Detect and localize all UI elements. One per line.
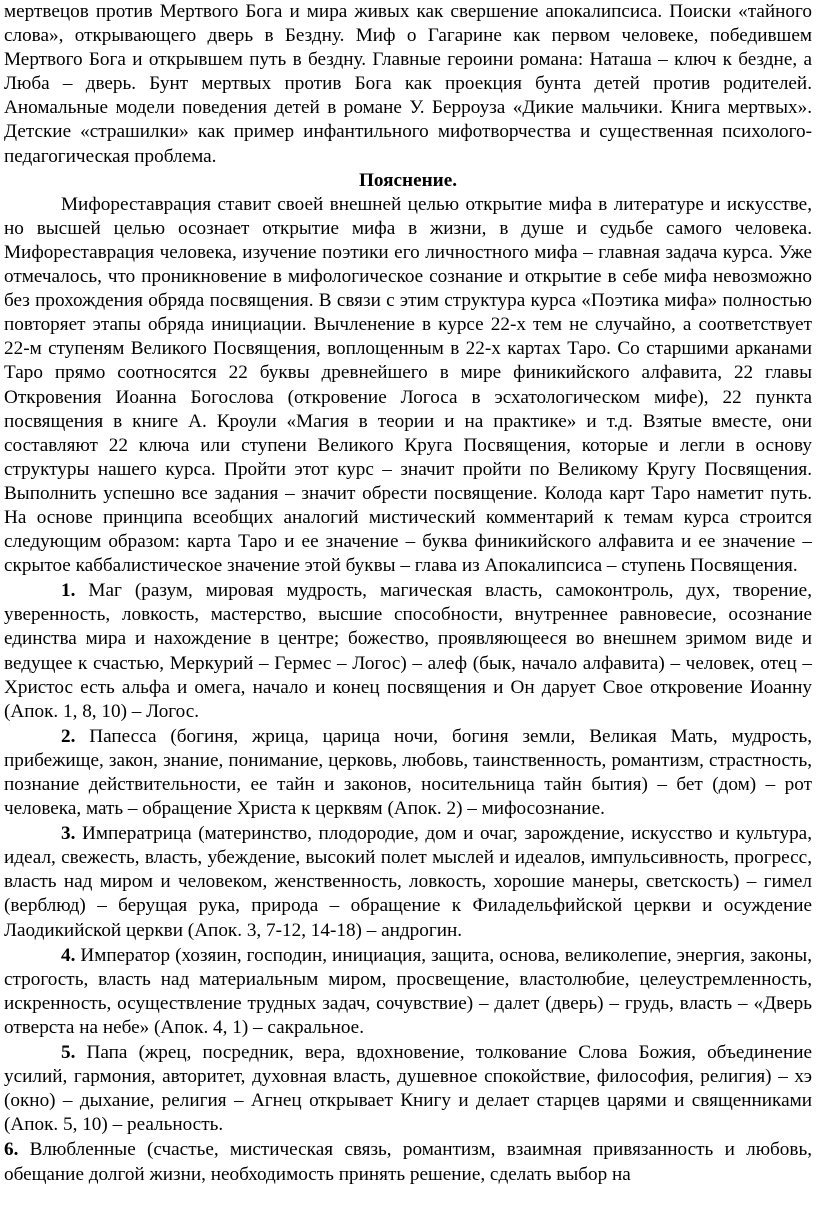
item-text: Влюбленные (счастье, мистическая связь, романтизм, взаимная привязанность и любовь, обещание долгой жизни, необходимость принять решение, сделать выбор на (4, 1139, 812, 1185)
item-3 (4, 822, 812, 942)
item-number: 2. (61, 725, 76, 747)
item-text: Император (хозяин, господин, инициация, защита, основа, великолепие, энергия, законы, строгость, власть над материальным миром, просвещение, властолюбие, целеустремленность, искренность, осуществление трудных задач, сочувствие) – далет (дверь) – грудь, власть – «Дверь отверста на небе» (Апок. 4, 1) – сакральное. (4, 944, 812, 1038)
item-number: 5. (61, 1042, 76, 1064)
item-text: Папесса (богиня, жрица, царица ночи, богиня земли, Великая Мать, мудрость, прибежище, закон, знание, понимание, церковь, любовь, таинственность, романтизм, страстность, познание действительности, ее тайн и законов, носительница тайн бытия) – бет (дом) – рот человека, мать – обращение Христа к церквям (Апок. 2) – мифосознание. (4, 725, 812, 820)
item-5 (4, 1041, 812, 1137)
item-number: 3. (61, 823, 76, 845)
explanation-paragraph: Мифореставрация ставит своей внешней целью открытие мифа в литературе и искусстве, но высшей целью осознает открытие мифа в жизни, в душе и судьбе самого человека. Мифореставрация человека, изучение поэтики его личностного мифа – главная задача курса. Уже отмечалось, что проникновение в мифологическое сознание и открытие в себе мифа невозможно без прохождения обряда посвящения. В связи с этим структура курса «Поэтика мифа» полностью повторяет этапы обряда инициации. Вычленение в курсе 22-х тем не случайно, а соответствует 22-м ступеням Великого Посвящения, воплощенным в 22-х картах Таро. Со старшими арканами Таро прямо соотносятся 22 буквы древнейшего в мире финикийского алфавита, 22 главы Откровения Иоанна Богослова (откровение Логоса в эсхатологическом мифе), 22 пункта посвящения в книге А. Кроули «Магия в теории и на практике» и т.д. Взятые вместе, они составляют 22 ключа или ступени Великого Круга Посвящения, которые и легли в основу структуры нашего курса. Пройти этот курс – значит пройти по Великому Кругу Посвящения. Выполнить успешно все задания – значит обрести посвящение. Колода карт Таро наметит путь. На основе принципа всеобщих аналогий мистический комментарий к темам курса строится следующим образом: карта Таро и ее значение – буква финикийского алфавита и ее значение – скрытое каббалистическое значение этой буквы – глава из Апокалипсиса – ступень Посвящения. (4, 193, 812, 577)
item-number: 6. (4, 1139, 19, 1161)
item-6 (4, 1138, 812, 1186)
item-number: 1. (61, 580, 76, 602)
item-number: 4. (61, 944, 76, 966)
intro-paragraph: мертвецов против Мертвого Бога и мира живых как свершение апокалипсиса. Поиски «тайного слова», открывающего дверь в Бездну. Миф о Гагарине как первом человеке, победившем Мертвого Бога и открывшем путь в бездну. Главные героини романа: Наташа – ключ к бездне, а Люба – дверь. Бунт мертвых против Бога как проекция бунта детей против родителей. Аномальные модели поведения детей в романе У. Берроуза «Дикие мальчики. Книга мертвых». Детские «страшилки» как пример инфантильного мифотворчества и существенная психолого-педагогическая проблема. (4, 1, 812, 167)
item-1 (4, 579, 812, 724)
item-text: Маг (разум, мировая мудрость, магическая власть, самоконтроль, дух, творение, уверенность, ловкость, мастерство, высшие способности, внутреннее равновесие, осознание единства мира и нахождение в центре; божество, проявляющееся во внешнем зримом виде и ведущее к счастью, Меркурий – Гермес – Логос) – алеф (бык, начало алфавита) – человек, отец – Христос есть альфа и омега, начало и конец посвящения и Он дарует Свое откровение Иоанну (Апок. 1, 8, 10) – Логос. (4, 580, 812, 722)
item-2 (4, 725, 812, 821)
section-heading: Пояснение. (358, 169, 458, 191)
item-text: Папа (жрец, посредник, вера, вдохновение, толкование Слова Божия, объединение усилий, гармония, авторитет, духовная власть, душевное спокойствие, философия, религия) – хэ (окно) – дыхание, религия – Агнец открывает Книгу и делает старцев царями и священниками (Апок. 5, 10) – реальность. (4, 1042, 812, 1136)
item-text: Императрица (материнство, плодородие, дом и очаг, зарождение, искусство и культура, идеал, свежесть, власть, убеждение, высокий полет мыслей и идеалов, импульсивность, прогресс, власть над миром и человеком, женственность, ловкость, хорошие манеры, светскость) – гимел (верблюд) – берущая рука, природа – обращение к Филадельфийской церкви и осуждение Лаодикийской церкви (Апок. 3, 7-12, 14-18) – андрогин. (4, 823, 812, 941)
item-4 (4, 944, 812, 1040)
